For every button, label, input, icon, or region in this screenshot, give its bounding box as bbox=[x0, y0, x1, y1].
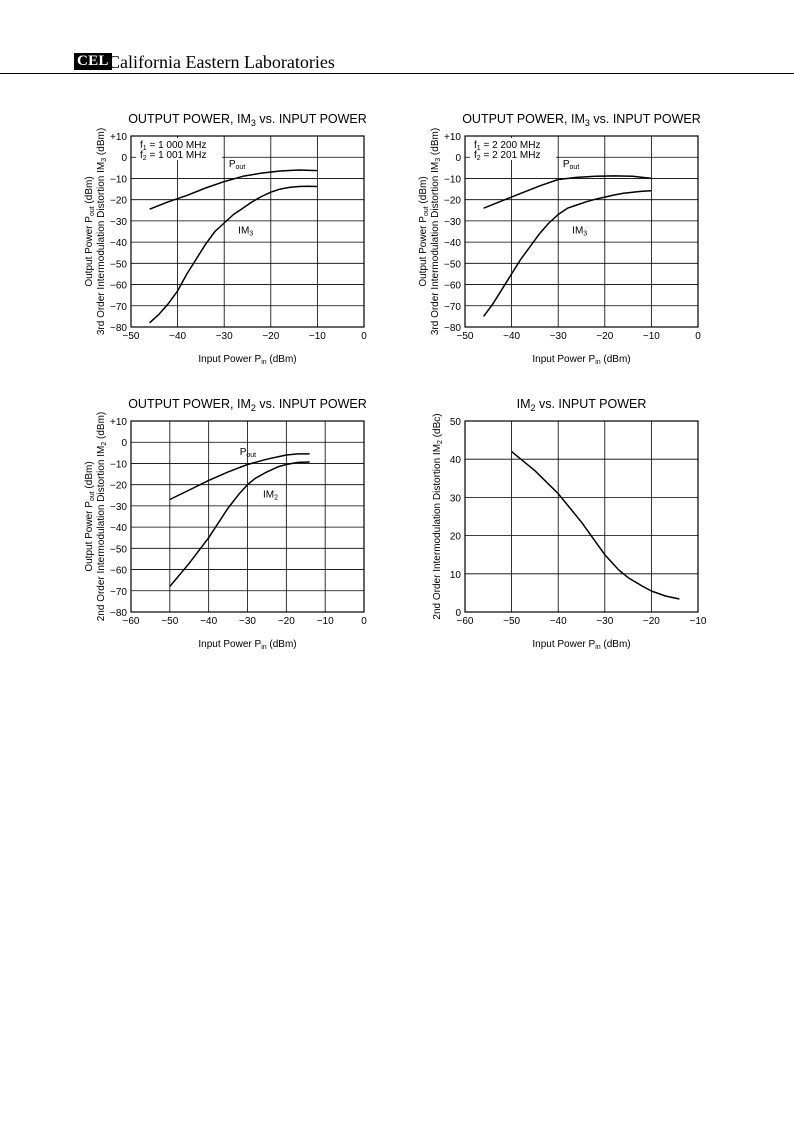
series-line-im2 bbox=[512, 452, 680, 599]
y-axis-label-2: 3rd Order Intermodulation Distortion $IM_3$ (dBm) bbox=[96, 127, 108, 336]
x-tick-label: −40 bbox=[200, 616, 218, 627]
y-axis-label: 2nd Order Intermodulation Distortion $IM_2$ (dBc) bbox=[432, 413, 444, 620]
chart-title: OUTPUT POWER, $IM_3$ vs. INPUT POWER bbox=[462, 112, 701, 128]
chart-title: OUTPUT POWER, $IM_3$ vs. INPUT POWER bbox=[128, 112, 367, 128]
x-tick-label: 0 bbox=[361, 331, 367, 342]
y-tick-label: −80 bbox=[444, 323, 461, 334]
plot-frame bbox=[465, 421, 698, 612]
series-line-pout bbox=[484, 176, 652, 208]
x-axis-label: Input Power $P_{in}$ (dBm) bbox=[198, 639, 297, 651]
y-tick-label: −40 bbox=[444, 238, 461, 250]
y-tick-label: 30 bbox=[449, 493, 461, 505]
series-label: $IM_3$ bbox=[238, 225, 254, 238]
y-axis-label-2: 2nd Order Intermodulation Distortion $IM_2$ (dBm) bbox=[96, 411, 108, 622]
company-name: California Eastern Laboratories bbox=[108, 52, 335, 72]
y-tick-label: 50 bbox=[449, 417, 461, 428]
y-tick-label: −20 bbox=[110, 195, 127, 207]
y-tick-label: −70 bbox=[110, 301, 127, 313]
y-axis-label-1: Output Power $P_{out}$ (dBm) bbox=[84, 461, 96, 572]
y-tick-label: −50 bbox=[444, 259, 461, 271]
y-axis-label-1: Output Power $P_{out}$ (dBm) bbox=[84, 176, 96, 287]
x-tick-label: −30 bbox=[239, 616, 256, 627]
y-tick-label: −40 bbox=[110, 238, 127, 250]
y-tick-label: −80 bbox=[110, 608, 127, 619]
chart-im2-dbm bbox=[70, 390, 390, 650]
frequency-annotation: $f_2 = 2$ 201 MHz bbox=[474, 150, 541, 162]
series-label: $P_{out}$ bbox=[228, 158, 246, 171]
y-tick-label: +10 bbox=[110, 132, 127, 143]
page-header bbox=[0, 0, 794, 74]
y-tick-label: 20 bbox=[449, 531, 461, 543]
x-tick-label: −10 bbox=[316, 616, 334, 627]
x-tick-label: −50 bbox=[161, 616, 179, 627]
series-label: $P_{out}$ bbox=[562, 158, 580, 171]
y-tick-label: −30 bbox=[110, 216, 127, 228]
x-tick-label: −10 bbox=[308, 331, 326, 342]
x-axis-label: Input Power $P_{in}$ (dBm) bbox=[532, 639, 631, 651]
chart-im3-1000mhz bbox=[70, 105, 390, 365]
x-axis-label: Input Power $P_{in}$ (dBm) bbox=[198, 354, 297, 366]
chart-svg bbox=[404, 390, 724, 650]
series-label: $P_{out}$ bbox=[239, 446, 257, 459]
x-tick-label: −20 bbox=[596, 331, 614, 342]
y-tick-label: −40 bbox=[110, 523, 127, 535]
y-tick-label: −50 bbox=[110, 544, 127, 556]
x-axis-label: Input Power $P_{in}$ (dBm) bbox=[532, 354, 631, 366]
x-tick-label: −40 bbox=[503, 331, 521, 342]
y-axis-label-1: Output Power $P_{out}$ (dBm) bbox=[418, 176, 430, 287]
y-tick-label: 0 bbox=[455, 608, 461, 619]
x-tick-label: −10 bbox=[642, 331, 660, 342]
y-tick-label: −10 bbox=[110, 459, 127, 471]
frequency-annotation: $f_1 = 2$ 200 MHz bbox=[474, 140, 541, 152]
x-tick-label: −60 bbox=[122, 616, 140, 627]
x-tick-label: −50 bbox=[456, 331, 474, 342]
chart-im2-dbc bbox=[404, 390, 724, 650]
chart-title: $IM_2$ vs. INPUT POWER bbox=[516, 397, 647, 413]
y-tick-label: −60 bbox=[444, 280, 461, 292]
x-tick-label: −60 bbox=[456, 616, 474, 627]
series-line-im3 bbox=[484, 191, 652, 317]
x-tick-label: −20 bbox=[642, 616, 660, 627]
y-tick-label: 0 bbox=[455, 153, 461, 165]
y-tick-label: −20 bbox=[444, 195, 461, 207]
series-line-im2 bbox=[170, 462, 310, 587]
series-label: $IM_2$ bbox=[263, 489, 279, 502]
cel-logo: CEL bbox=[74, 53, 112, 70]
y-tick-label: −10 bbox=[110, 174, 127, 186]
y-tick-label: −30 bbox=[444, 216, 461, 228]
frequency-annotation: $f_1 = 1$ 000 MHz bbox=[140, 140, 207, 152]
header-rule bbox=[0, 73, 794, 74]
y-tick-label: −30 bbox=[110, 501, 127, 513]
x-tick-label: 0 bbox=[361, 616, 367, 627]
y-tick-label: −20 bbox=[110, 480, 127, 492]
y-tick-label: +10 bbox=[444, 132, 461, 143]
x-tick-label: −30 bbox=[596, 616, 614, 627]
y-tick-label: −70 bbox=[444, 301, 461, 313]
x-tick-label: −40 bbox=[169, 331, 187, 342]
x-tick-label: −10 bbox=[689, 616, 707, 627]
y-tick-label: −80 bbox=[110, 323, 127, 334]
y-tick-label: −60 bbox=[110, 565, 127, 577]
x-tick-label: −30 bbox=[215, 331, 233, 342]
chart-im3-2200mhz bbox=[404, 105, 724, 365]
y-tick-label: 10 bbox=[449, 569, 461, 581]
chart-svg bbox=[70, 105, 390, 365]
x-tick-label: −20 bbox=[262, 331, 280, 342]
x-tick-label: −50 bbox=[122, 331, 140, 342]
chart-svg bbox=[404, 105, 724, 365]
y-tick-label: −70 bbox=[110, 586, 127, 598]
series-label: $IM_3$ bbox=[572, 225, 588, 238]
x-tick-label: −20 bbox=[277, 616, 295, 627]
x-tick-label: 0 bbox=[695, 331, 701, 342]
series-line-im3 bbox=[150, 186, 318, 322]
series-line-pout bbox=[150, 170, 318, 209]
y-tick-label: −50 bbox=[110, 259, 127, 271]
y-tick-label: −10 bbox=[444, 174, 461, 186]
y-tick-label: 0 bbox=[121, 438, 127, 450]
y-axis-label-2: 3rd Order Intermodulation Distortion $IM_3$ (dBm) bbox=[430, 127, 442, 336]
y-tick-label: +10 bbox=[110, 417, 127, 428]
x-tick-label: −40 bbox=[549, 616, 567, 627]
y-tick-label: 40 bbox=[449, 455, 461, 467]
frequency-annotation: $f_2 = 1$ 001 MHz bbox=[140, 150, 207, 162]
chart-svg bbox=[70, 390, 390, 650]
y-tick-label: −60 bbox=[110, 280, 127, 292]
chart-title: OUTPUT POWER, $IM_2$ vs. INPUT POWER bbox=[128, 397, 367, 413]
y-tick-label: 0 bbox=[121, 153, 127, 165]
x-tick-label: −30 bbox=[549, 331, 567, 342]
x-tick-label: −50 bbox=[503, 616, 521, 627]
